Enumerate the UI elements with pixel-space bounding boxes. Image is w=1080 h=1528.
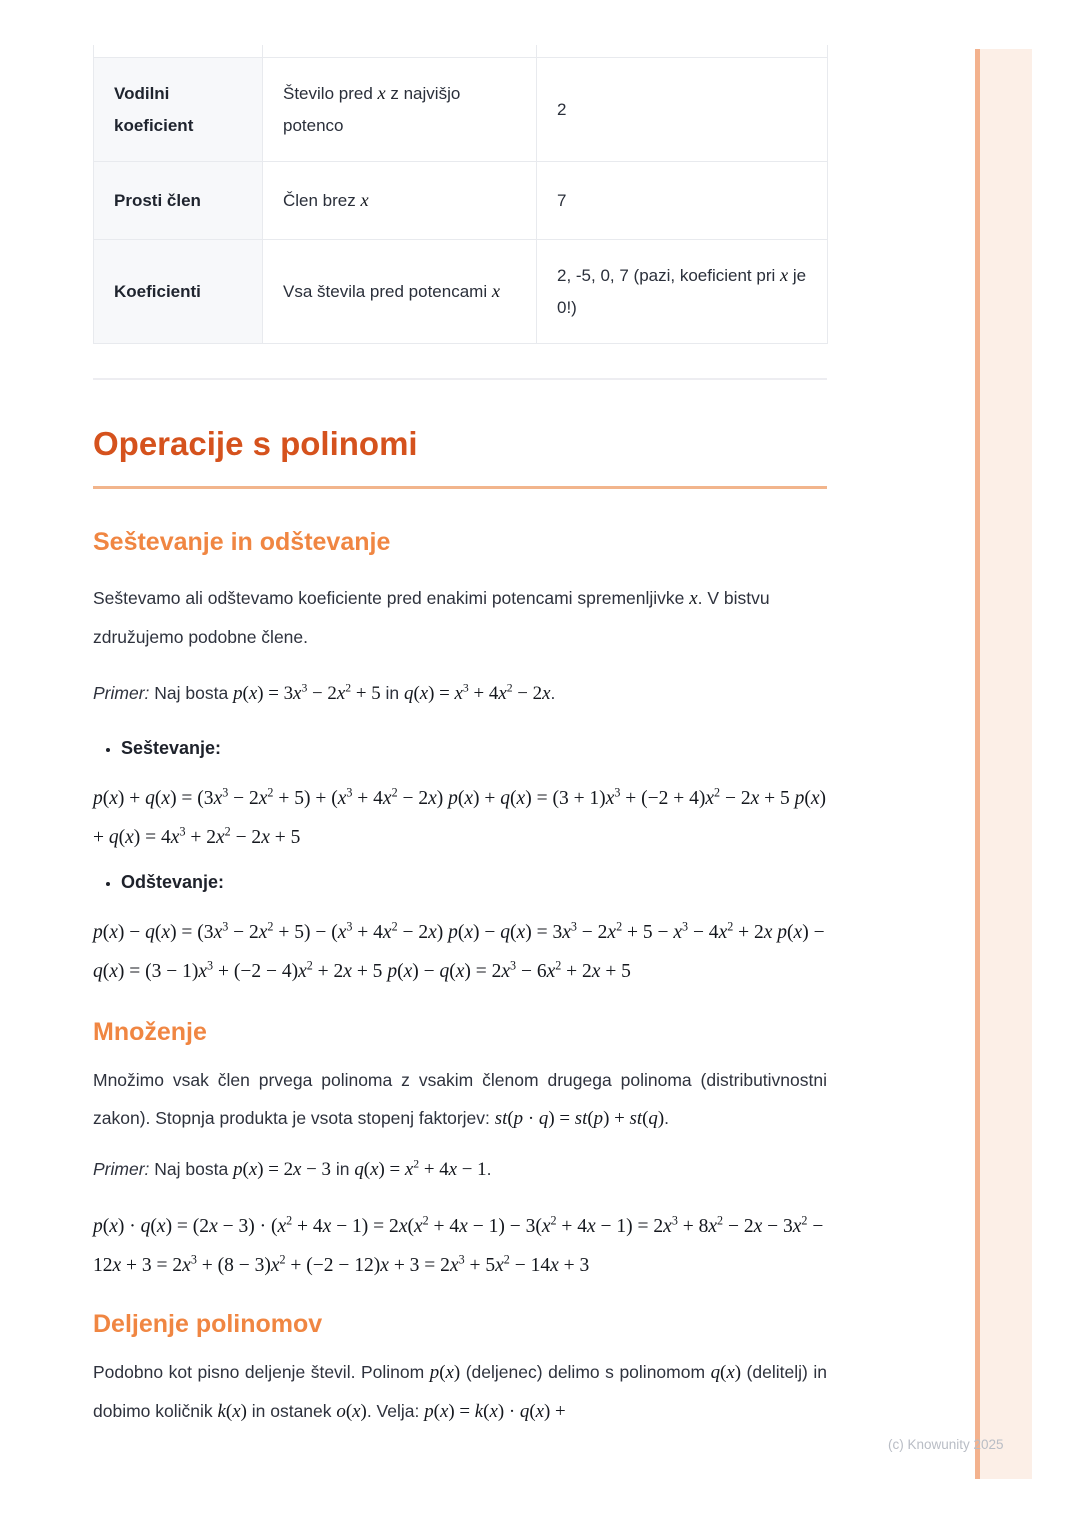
paragraph-deljenje-intro: Podobno kot pisno deljenje števil. Polinom p(x) (deljenec) delimo s polinomom q(x) (delitelj) in dobimo količnik k(x) in ostanek o(x). Velja: p(x) = k(x) · q(x) + bbox=[93, 1362, 827, 1422]
section-heading-mnozenje: Množenje bbox=[93, 1018, 207, 1046]
math-block-addition: $p(x) + q(x) = (3x^3 - 2x^2 + 5) + (x^3 + 4x^2 - 2x) p(x) + q(x) = (3 + 1)x^3 + (-2 + 4)x^2 - 2x + 5$ $p(x) + q(x) = 4x^3 + 2x^2 - 2x + 5$ bbox=[93, 785, 827, 848]
table-row bbox=[94, 240, 828, 344]
definition-cell: Člen brez x bbox=[263, 162, 537, 240]
paragraph-sestevanje-intro: Seštevamo ali odštevamo koeficiente pred enakimi potencami spremenljivke x. V bistvu združujemo podobne člene. bbox=[93, 588, 770, 647]
table-row bbox=[94, 58, 828, 162]
clipped-cell bbox=[94, 45, 263, 58]
section-heading-sestevanje: Seštevanje in odštevanje bbox=[93, 528, 391, 556]
primer-paragraph bbox=[93, 674, 827, 713]
list-item-odstevanje: • Odštevanje: bbox=[121, 863, 827, 901]
page-title: Operacije s polinomi bbox=[93, 424, 827, 489]
bullet-list bbox=[93, 729, 827, 767]
table-row bbox=[94, 162, 828, 240]
bullet-list bbox=[93, 863, 827, 901]
math-block-multiplication: $p(x) \cdot q(x) = (2x - 3) \cdot (x^2 + 4x - 1) = 2x(x^2 + 4x - 1) - 3(x^2 + 4x - 1) = 2x^3 + 8x^2 - 2x - 3x^2 - 12x + 3 = 2x^3 + (8 - 3)x^2 + (-2 - 12)x + 3 = 2x^3 + 5x^2 - 14x + 3$ bbox=[93, 1213, 824, 1276]
value-cell: 7 bbox=[537, 162, 828, 240]
primer-text: Naj bosta $p(x) = 3x^3 - 2x^2 + 5$ in $q(x) = x^3 + 4x^2 - 2x$. bbox=[154, 681, 556, 704]
section-heading-deljenje: Deljenje polinomov bbox=[93, 1310, 323, 1338]
clipped-cell bbox=[263, 45, 537, 58]
side-accent-bar bbox=[975, 49, 1032, 1479]
document-content bbox=[93, 0, 827, 1431]
value-cell: 2, -5, 0, 7 (pazi, koeficient pri x je 0!) bbox=[537, 240, 828, 344]
primer-text: Naj bosta p(x) = 2x − 3 in $q(x) = x^2 + 4x - 1$. bbox=[154, 1157, 492, 1180]
list-item-sestevanje: • Seštevanje: bbox=[121, 729, 827, 767]
definition-cell: Število pred x z najvišjo potenco bbox=[263, 58, 537, 162]
section-divider bbox=[93, 378, 827, 380]
definition-cell: Vsa števila pred potencami x bbox=[263, 240, 537, 344]
term-cell: Vodilni koeficient bbox=[94, 58, 263, 162]
primer-label: Primer: bbox=[93, 683, 150, 703]
term-cell: Prosti člen bbox=[94, 162, 263, 240]
paragraph-mnozenje-intro: Množimo vsak člen prvega polinoma z vsakim členom drugega polinoma (distributivnostni zakon). Stopnja produkta je vsota stopenj faktorjev: st(p · q) = st(p) + st(q). bbox=[93, 1070, 827, 1129]
table-row-clipped bbox=[94, 45, 828, 58]
primer-label: Primer: bbox=[93, 1159, 150, 1179]
clipped-cell bbox=[537, 45, 828, 58]
footer-credit: (c) Knowunity 2025 bbox=[888, 1437, 1004, 1452]
coefficients-table bbox=[93, 45, 828, 344]
value-cell: 2 bbox=[537, 58, 828, 162]
term-cell: Koeficienti bbox=[94, 240, 263, 344]
math-block-subtraction: $p(x) - q(x) = (3x^3 - 2x^2 + 5) - (x^3 + 4x^2 - 2x) p(x) - q(x) = 3x^3 - 2x^2 + 5 - x^3 - 4x^2 + 2x$ $p(x) - q(x) = (3 - 1)x^3 + (-2 - 4)x^2 + 2x + 5$ $p(x) - q(x) = 2x^3 - 6x^2 + 2x + 5$ bbox=[93, 919, 825, 982]
primer-paragraph bbox=[93, 1150, 827, 1189]
